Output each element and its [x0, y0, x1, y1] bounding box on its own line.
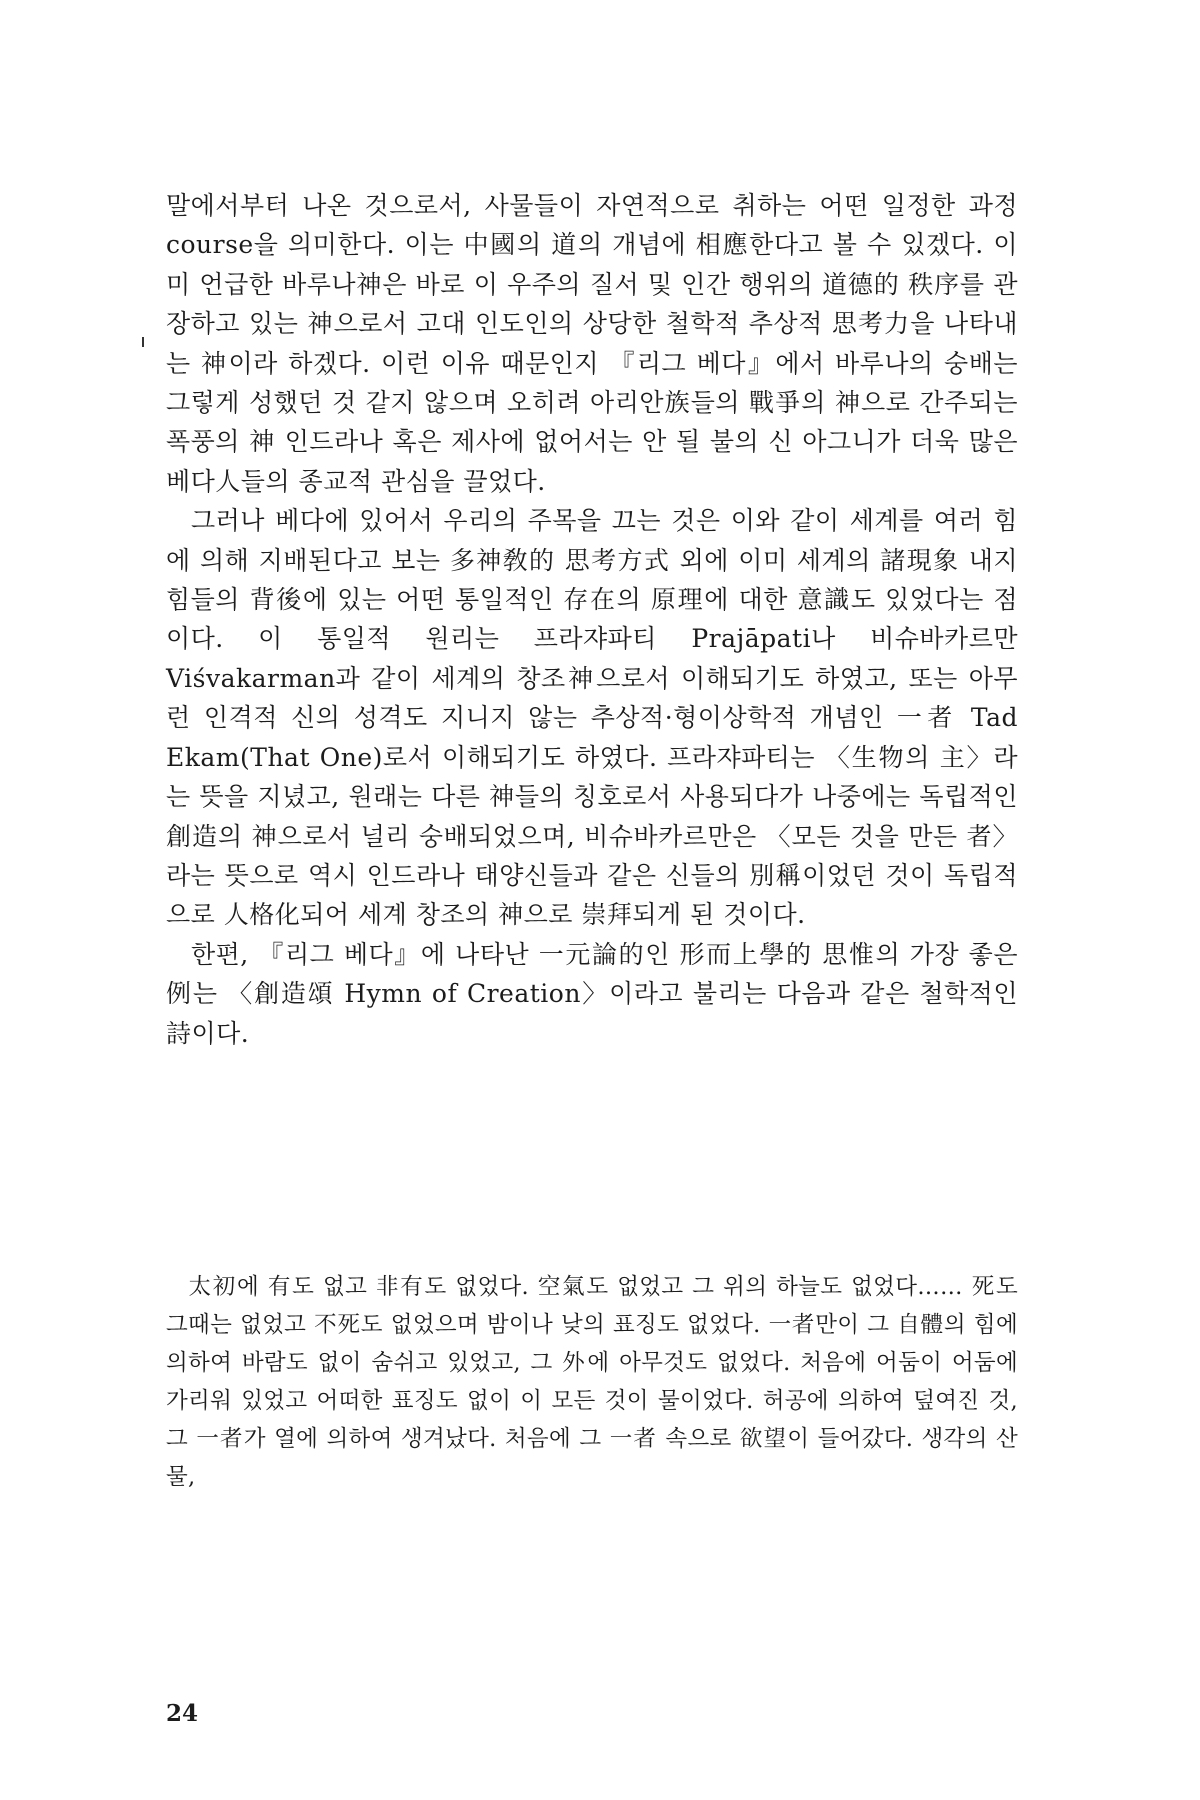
paragraph-1: 말에서부터 나온 것으로서, 사물들이 자연적으로 취하는 어떤 일정한 과정 course을 의미한다. 이는 中國의 道의 개념에 相應한다고 볼 수 있겠다. 이미 언급한 바루나神은 바로 이 우주의 질서 및 인간 행위의 道德的 秩序를 관장하고 있는 神으로서 고대 인도인의 상당한 철학적 추상적 思考力을 나타내는 神이라 하겠다. 이런 이유 때문인지 『리그 베다』에서 바루나의 숭배는 그렇게 성했던 것 같지 않으며 오히려 아리안族들의 戰爭의 神으로 간주되는 폭풍의 神 인드라나 혹은 제사에 없어서는 안 될 불의 신 아그니가 더욱 많은 베다人들의 종교적 관심을 끌었다.	[166, 191, 1018, 496]
page-number: 24	[166, 1700, 199, 1727]
paragraph-2: 그러나 베다에 있어서 우리의 주목을 끄는 것은 이와 같이 세계를 여러 힘에 의해 지배된다고 보는 多神敎的 思考方式 외에 이미 세계의 諸現象 내지 힘들의 背後에 있는 어떤 통일적인 存在의 原理에 대한 意識도 있었다는 점이다. 이 통일적 원리는 프라쟈파티 Prajāpati나 비슈바카르만 Viśvakarman과 같이 세계의 창조神으로서 이해되기도 하였고, 또는 아무런 인격적 신의 성격도 지니지 않는 추상적·형이상학적 개념인 一者 Tad Ekam(That One)로서 이해되기도 하였다. 프라쟈파티는 〈生物의 主〉라는 뜻을 지녔고, 원래는 다른 神들의 칭호로서 사용되다가 나중에는 독립적인 創造의 神으로서 널리 숭배되었으며, 비슈바카르만은 〈모든 것을 만든 者〉라는 뜻으로 역시 인드라나 태양신들과 같은 신들의 別稱이었던 것이 독립적으로 人格化되어 세계 창조의 神으로 崇拜되게 된 것이다.	[166, 506, 1018, 930]
margin-mark	[142, 337, 144, 347]
paragraph-3: 한편, 『리그 베다』에 나타난 一元論的인 形而上學的 思惟의 가장 좋은 例는 〈創造頌 Hymn of Creation〉이라고 불리는 다음과 같은 철학적인 詩이다.	[166, 939, 1018, 1048]
body-text	[166, 186, 1018, 1053]
quoted-poem: 太初에 有도 없고 非有도 없었다. 空氣도 없었고 그 위의 하늘도 없었다…… 死도 그때는 없었고 不死도 없었으며 밤이나 낮의 표징도 없었다. 一者만이 그 自體의 힘에 의하여 바람도 없이 숨쉬고 있었고, 그 外에 아무것도 없었다. 처음에 어둠이 어둠에 가리워 있었고 어떠한 표징도 없이 이 모든 것이 물이었다. 허공에 의하여 덮여진 것, 그 一者가 열에 의하여 생겨났다. 처음에 그 一者 속으로 欲望이 들어갔다. 생각의 산물,	[166, 1274, 1018, 1490]
